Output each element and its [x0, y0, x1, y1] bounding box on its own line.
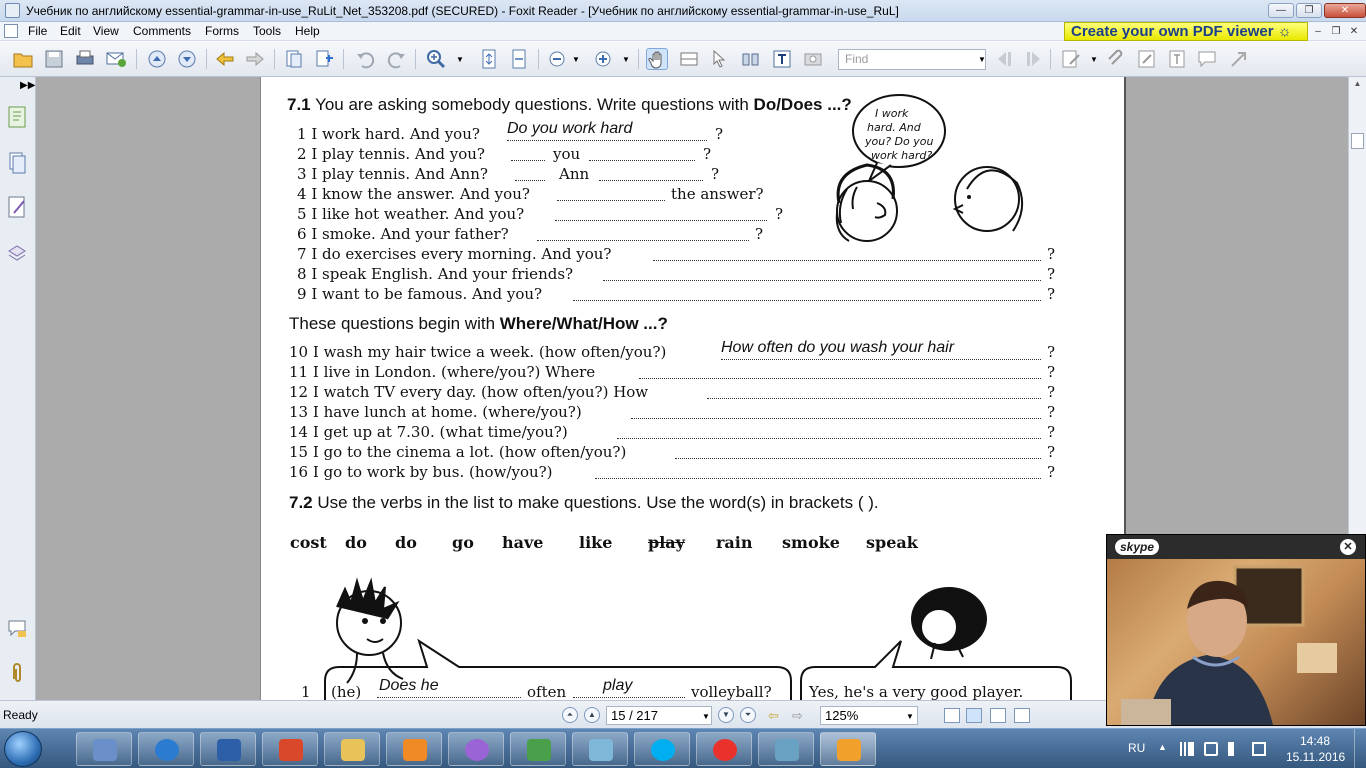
- continuous-page-icon[interactable]: [966, 708, 982, 723]
- skype-video-window[interactable]: [1106, 534, 1366, 726]
- verb-like: like: [579, 533, 613, 552]
- computer-icon: [93, 739, 117, 761]
- back-arrow-icon[interactable]: [214, 48, 236, 70]
- question-row: 15 I go to the cinema a lot. (how often/you?): [289, 443, 627, 461]
- question-row: 16 I go to work by bus. (how/you?): [289, 463, 553, 481]
- media-player-icon: [403, 739, 427, 761]
- page-dropdown-icon[interactable]: ▼: [702, 712, 710, 721]
- taskbar-app[interactable]: [76, 732, 132, 766]
- typewriter-icon[interactable]: [771, 48, 793, 70]
- menu-help[interactable]: Help: [295, 24, 320, 38]
- svg-text:work hard?: work hard?: [871, 149, 933, 162]
- verb-rain: rain: [716, 533, 753, 552]
- taskbar-app[interactable]: [138, 732, 194, 766]
- facing-pages-icon[interactable]: [990, 708, 1006, 723]
- question-row: 14 I get up at 7.30. (what time/you?): [289, 423, 568, 441]
- skype-logo: skype: [1115, 539, 1159, 555]
- question-row: 11 I live in London. (where/you?) Where: [289, 363, 596, 381]
- show-hidden-icons-icon[interactable]: ▲: [1158, 742, 1167, 752]
- select-text-icon[interactable]: [678, 48, 700, 70]
- question-row: 13 I have lunch at home. (where/you?): [289, 403, 582, 421]
- map-app-icon: [527, 739, 551, 761]
- notepad-icon: [589, 739, 613, 761]
- verb-go: go: [452, 533, 474, 552]
- verb-cost: cost: [290, 533, 327, 552]
- taskbar-app[interactable]: [510, 732, 566, 766]
- first-page-icon[interactable]: ⏶: [562, 707, 578, 723]
- exercise-instruction-bold: Do/Does ...?: [753, 95, 852, 114]
- find-options-dropdown-icon[interactable]: ▼: [978, 55, 986, 64]
- signal-icon[interactable]: [1180, 742, 1194, 756]
- annotations-icon[interactable]: [6, 195, 28, 219]
- exercise-7-2-heading: 7.2 Use the verbs in the list to make questions. Use the word(s) in brackets ( ).: [289, 493, 879, 512]
- taskbar-app[interactable]: [262, 732, 318, 766]
- verb-do: do: [395, 533, 417, 552]
- verb-do: do: [345, 533, 367, 552]
- doc-close-button[interactable]: ✕: [1349, 26, 1359, 37]
- verb-smoke: smoke: [782, 533, 840, 552]
- hand-tool-icon[interactable]: [646, 48, 668, 70]
- scroll-up-icon[interactable]: ▲: [1353, 79, 1362, 88]
- maximize-button[interactable]: ❐: [1296, 3, 1322, 18]
- pages-icon[interactable]: [6, 151, 28, 175]
- email-icon[interactable]: [105, 48, 127, 70]
- handwritten-answer: Does he: [379, 677, 439, 694]
- comment-dropdown-icon[interactable]: ▼: [1090, 55, 1098, 64]
- menu-forms[interactable]: Forms: [205, 24, 239, 38]
- start-button[interactable]: [4, 731, 42, 767]
- menu-view[interactable]: View: [93, 24, 119, 38]
- next-page-icon[interactable]: [176, 48, 198, 70]
- menu-comments[interactable]: Comments: [133, 24, 192, 38]
- bookmarks-icon[interactable]: [6, 105, 28, 129]
- next-page-status-icon[interactable]: ▼: [718, 707, 734, 723]
- reply-text: Yes, he's a very good player.: [809, 683, 1024, 700]
- continuous-facing-icon[interactable]: [1014, 708, 1030, 723]
- question-row: 4 I know the answer. And you?: [297, 185, 530, 203]
- zoom-out-dropdown-icon[interactable]: ▼: [572, 55, 580, 64]
- menu-file[interactable]: File: [28, 24, 48, 38]
- verb-speak: speak: [866, 533, 918, 552]
- zoom-dropdown-icon[interactable]: ▼: [456, 55, 464, 64]
- handwritten-answer: How often do you wash your hair: [721, 339, 955, 356]
- taskbar-app[interactable]: [324, 732, 380, 766]
- webcam-video: [1107, 559, 1365, 725]
- svg-text:you? Do you: you? Do you: [865, 135, 934, 148]
- taskbar-app[interactable]: [696, 732, 752, 766]
- clock-date[interactable]: 15.11.2016: [1286, 750, 1346, 764]
- word-icon: [217, 739, 241, 761]
- folder-icon: [341, 739, 365, 761]
- taskbar-app[interactable]: [572, 732, 628, 766]
- undo-icon[interactable]: [355, 48, 377, 70]
- zoom-level-input[interactable]: 125%: [820, 706, 918, 725]
- toolbar: [0, 41, 1366, 77]
- question-row: 5 I like hot weather. And you?: [297, 205, 525, 223]
- comments-list-icon[interactable]: [6, 617, 28, 641]
- foxit-reader-icon: [837, 739, 861, 761]
- print-icon[interactable]: [74, 48, 96, 70]
- find-previous-icon[interactable]: [994, 48, 1016, 70]
- zoom-out-circle-icon[interactable]: [546, 48, 568, 70]
- insert-pages-icon[interactable]: [313, 48, 335, 70]
- forward-arrow-icon[interactable]: [244, 48, 266, 70]
- expand-panel-icon[interactable]: ▶▶: [20, 80, 36, 91]
- question-row: 10 I wash my hair twice a week. (how often/you?): [289, 343, 667, 361]
- clock-time[interactable]: 14:48: [1300, 734, 1331, 748]
- exercise-7-1-heading: [287, 95, 852, 115]
- taskbar-app[interactable]: [448, 732, 504, 766]
- extract-pages-icon[interactable]: [283, 48, 305, 70]
- menu-tools[interactable]: Tools: [253, 24, 282, 38]
- volume-icon[interactable]: [1228, 742, 1238, 756]
- status-text: Ready: [3, 708, 38, 722]
- layers-icon[interactable]: [6, 239, 28, 263]
- open-icon[interactable]: [12, 48, 34, 70]
- close-button[interactable]: ✕: [1324, 3, 1366, 18]
- handwritten-answer: Do you work hard: [507, 120, 633, 137]
- zoom-level-dropdown-icon[interactable]: ▼: [906, 712, 914, 721]
- taskbar-app[interactable]: [634, 732, 690, 766]
- question-row: 1 I work hard. And you?: [297, 125, 480, 143]
- find-tool-icon[interactable]: [740, 48, 762, 70]
- arrow-annotation-icon[interactable]: [1228, 48, 1250, 70]
- skype-header: [1107, 535, 1365, 559]
- attach-icon[interactable]: [1106, 48, 1128, 70]
- save-icon[interactable]: [43, 48, 65, 70]
- fit-width-icon[interactable]: [508, 48, 530, 70]
- taskbar-app[interactable]: [758, 732, 814, 766]
- scroll-thumb[interactable]: [1351, 133, 1364, 149]
- question-row: 6 I smoke. And your father?: [297, 225, 509, 243]
- doc-minimize-button[interactable]: –: [1315, 26, 1321, 37]
- verb-play-crossed: play: [648, 533, 685, 552]
- doc-restore-button[interactable]: ❐: [1331, 26, 1341, 37]
- menu-edit[interactable]: Edit: [60, 24, 81, 38]
- menu-bar: [0, 22, 1366, 41]
- presentation-icon: [279, 739, 303, 761]
- question-row: 8 I speak English. And your friends?: [297, 265, 574, 283]
- flower-app-icon: [465, 739, 489, 761]
- fit-page-icon[interactable]: [478, 48, 500, 70]
- question-row: 2 I play tennis. And you?: [297, 145, 485, 163]
- go-back-icon[interactable]: ⇦: [768, 708, 779, 723]
- title-bar: [0, 0, 1366, 22]
- document-icon[interactable]: [4, 24, 18, 38]
- create-pdf-viewer-banner[interactable]: Create your own PDF viewer ☼: [1064, 22, 1308, 41]
- prev-page-icon[interactable]: ▲: [584, 707, 600, 723]
- skype-close-button[interactable]: ✕: [1340, 539, 1356, 555]
- taskbar-app[interactable]: [200, 732, 256, 766]
- language-indicator[interactable]: RU: [1128, 741, 1146, 755]
- exercise-instruction: You are asking somebody questions. Write questions with: [315, 95, 754, 114]
- wh-questions-heading: These questions begin with Where/What/How ...?: [289, 314, 668, 333]
- note-icon[interactable]: [1196, 48, 1218, 70]
- snapshot-icon[interactable]: [802, 48, 824, 70]
- question-row: 9 I want to be famous. And you?: [297, 285, 543, 303]
- windows-taskbar: [0, 728, 1366, 768]
- svg-text:hard. And: hard. And: [867, 121, 921, 134]
- comment-tools-icon[interactable]: [1060, 48, 1082, 70]
- exercise-number: 7.1: [287, 95, 311, 114]
- svg-text:I work: I work: [875, 107, 909, 120]
- show-desktop-button[interactable]: [1354, 729, 1366, 768]
- window-title: Учебник по английскому essential-grammar-in-use_RuLit_Net_353208.pdf (SECURED) - Foxit Reader - [Учебник по английскому essential-grammar-in-use_RuL]: [26, 4, 899, 18]
- last-page-icon[interactable]: ⏷: [740, 707, 756, 723]
- skype-icon: [651, 739, 675, 761]
- attachments-icon[interactable]: [6, 661, 28, 685]
- network-icon[interactable]: [1204, 742, 1218, 756]
- question-number: 1: [301, 683, 311, 700]
- find-input[interactable]: Find: [838, 49, 986, 70]
- taskbar-app[interactable]: [386, 732, 442, 766]
- zoom-in-circle-icon[interactable]: [592, 48, 614, 70]
- redo-icon[interactable]: [385, 48, 407, 70]
- page-number-input[interactable]: 15 / 217: [606, 706, 712, 725]
- internet-explorer-icon: [155, 739, 179, 761]
- handwritten-answer: play: [603, 677, 633, 694]
- image-viewer-icon: [775, 739, 799, 761]
- previous-page-icon[interactable]: [146, 48, 168, 70]
- question-row: 7 I do exercises every morning. And you?: [297, 245, 612, 263]
- pencil-icon[interactable]: [1136, 48, 1158, 70]
- yandex-browser-icon: [713, 739, 737, 761]
- find-next-icon[interactable]: [1022, 48, 1044, 70]
- illustration-two-people: [817, 93, 1063, 243]
- minimize-button[interactable]: —: [1268, 3, 1294, 18]
- single-page-icon[interactable]: [944, 708, 960, 723]
- taskbar-app-active[interactable]: [820, 732, 876, 766]
- go-forward-icon[interactable]: ⇨: [792, 708, 803, 723]
- foxit-app-icon[interactable]: [5, 3, 20, 18]
- text-box-icon[interactable]: [1166, 48, 1188, 70]
- navigation-panel: [0, 77, 36, 700]
- question-row: 3 I play tennis. And Ann?: [297, 165, 488, 183]
- question-row: 12 I watch TV every day. (how often/you?) How: [289, 383, 649, 401]
- select-cursor-icon[interactable]: [708, 48, 730, 70]
- zoom-in-icon[interactable]: [425, 48, 447, 70]
- power-icon[interactable]: [1252, 742, 1266, 756]
- pdf-page: 7.1 You are asking somebody questions. Write questions with Do/Does ...? 1 I work hard. And you? Do you work hard ? 2 I play tennis. And you? you ? 3 I play tennis. And Ann? Ann ? 4 I know the answer. And you? the answer? 5 I like hot weather. And you? ? 6 I smoke. And your father? ? 7 I do exercises every morning. And you? ? 8 I speak English. And your friends? ? 9 I want to be famous. And you? ? I work hard. And you? Do you work hard? These questions begin with Where/What/How ...? 10 I wash my hair twice a week. (how often/you?) How often do you wash your hair ? 11 I live in London. (where/you?) Where ? 12 I watch TV every day. (how often/you?) How ? 13 I have lunch at home. (where/you?) ? 14 I get up at 7.30. (what time/you?) ? 15 I go to the cinema a lot. (how often/you?) ? 16 I go to work by bus. (how/you?) ? 7.2 Use the verbs in the list to make questions. Use the word(s) in brackets ( ). cost do do go have like play rain smoke speak 1 (he) Does he often play volleyball? Yes, he's a very good player.: [260, 77, 1126, 700]
- zoom-in-dropdown-icon[interactable]: ▼: [622, 55, 630, 64]
- verb-have: have: [502, 533, 544, 552]
